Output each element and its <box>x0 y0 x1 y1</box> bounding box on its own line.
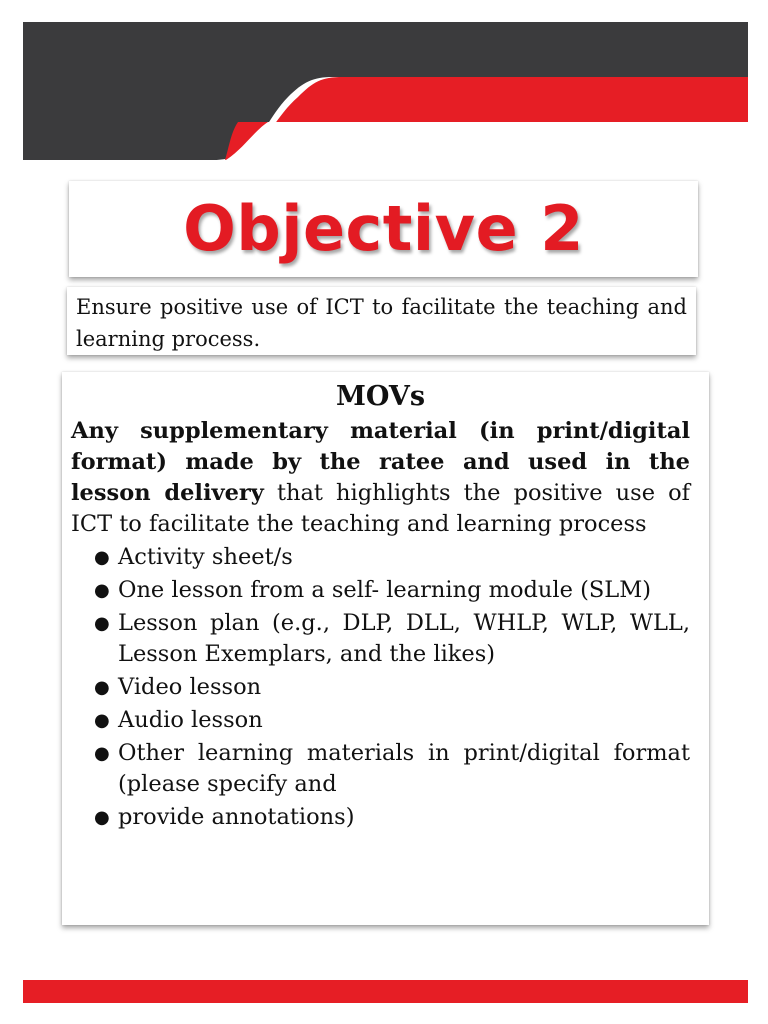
objective-box <box>67 287 696 355</box>
objective-text: Ensure positive use of ICT to facilitate the teaching and learning process. <box>76 295 687 351</box>
mov-item-text: Video lesson <box>118 674 262 700</box>
header-banner-graphic <box>23 22 748 160</box>
mov-item-text: Lesson plan (e.g., DLP, DLL, WHLP, WLP, WLL, Lesson Exemplars, and the likes) <box>118 610 690 667</box>
footer-red-band <box>23 980 748 1003</box>
header-banner <box>23 22 748 160</box>
movs-intro-bold: Any supplementary material (in print/digital format) made by the ratee and used in the lesson delivery <box>71 418 690 506</box>
mov-item-text: Audio lesson <box>118 707 263 733</box>
bullet-icon: ● <box>94 807 110 828</box>
movs-heading: MOVs <box>335 381 426 412</box>
mov-list <box>71 542 690 833</box>
mov-list-item <box>71 738 690 800</box>
title-box <box>69 181 698 277</box>
page-title: Objective 2 <box>183 192 584 265</box>
header-white-lower <box>226 122 748 160</box>
bullet-icon: ● <box>94 710 110 731</box>
mov-list-item <box>71 575 690 606</box>
mov-item-text: Other learning materials in print/digital format (please specify and <box>118 740 690 797</box>
mov-list-item <box>71 705 690 736</box>
movs-intro-rest: that highlights the positive use of ICT to facilitate the teaching and learning process <box>71 480 691 537</box>
movs-intro <box>71 416 690 540</box>
mov-list-item <box>71 542 690 573</box>
bullet-icon: ● <box>94 580 110 601</box>
bullet-icon: ● <box>94 743 110 764</box>
movs-box <box>62 372 709 925</box>
bullet-icon: ● <box>94 677 110 698</box>
bullet-icon: ● <box>94 547 110 568</box>
mov-list-item <box>71 672 690 703</box>
mov-list-item <box>71 608 690 670</box>
mov-item-text: One lesson from a self- learning module (SLM) <box>118 577 652 603</box>
bullet-icon: ● <box>94 613 110 634</box>
mov-item-text: provide annotations) <box>118 804 355 830</box>
mov-list-item <box>71 802 690 833</box>
mov-item-text: Activity sheet/s <box>118 544 293 570</box>
